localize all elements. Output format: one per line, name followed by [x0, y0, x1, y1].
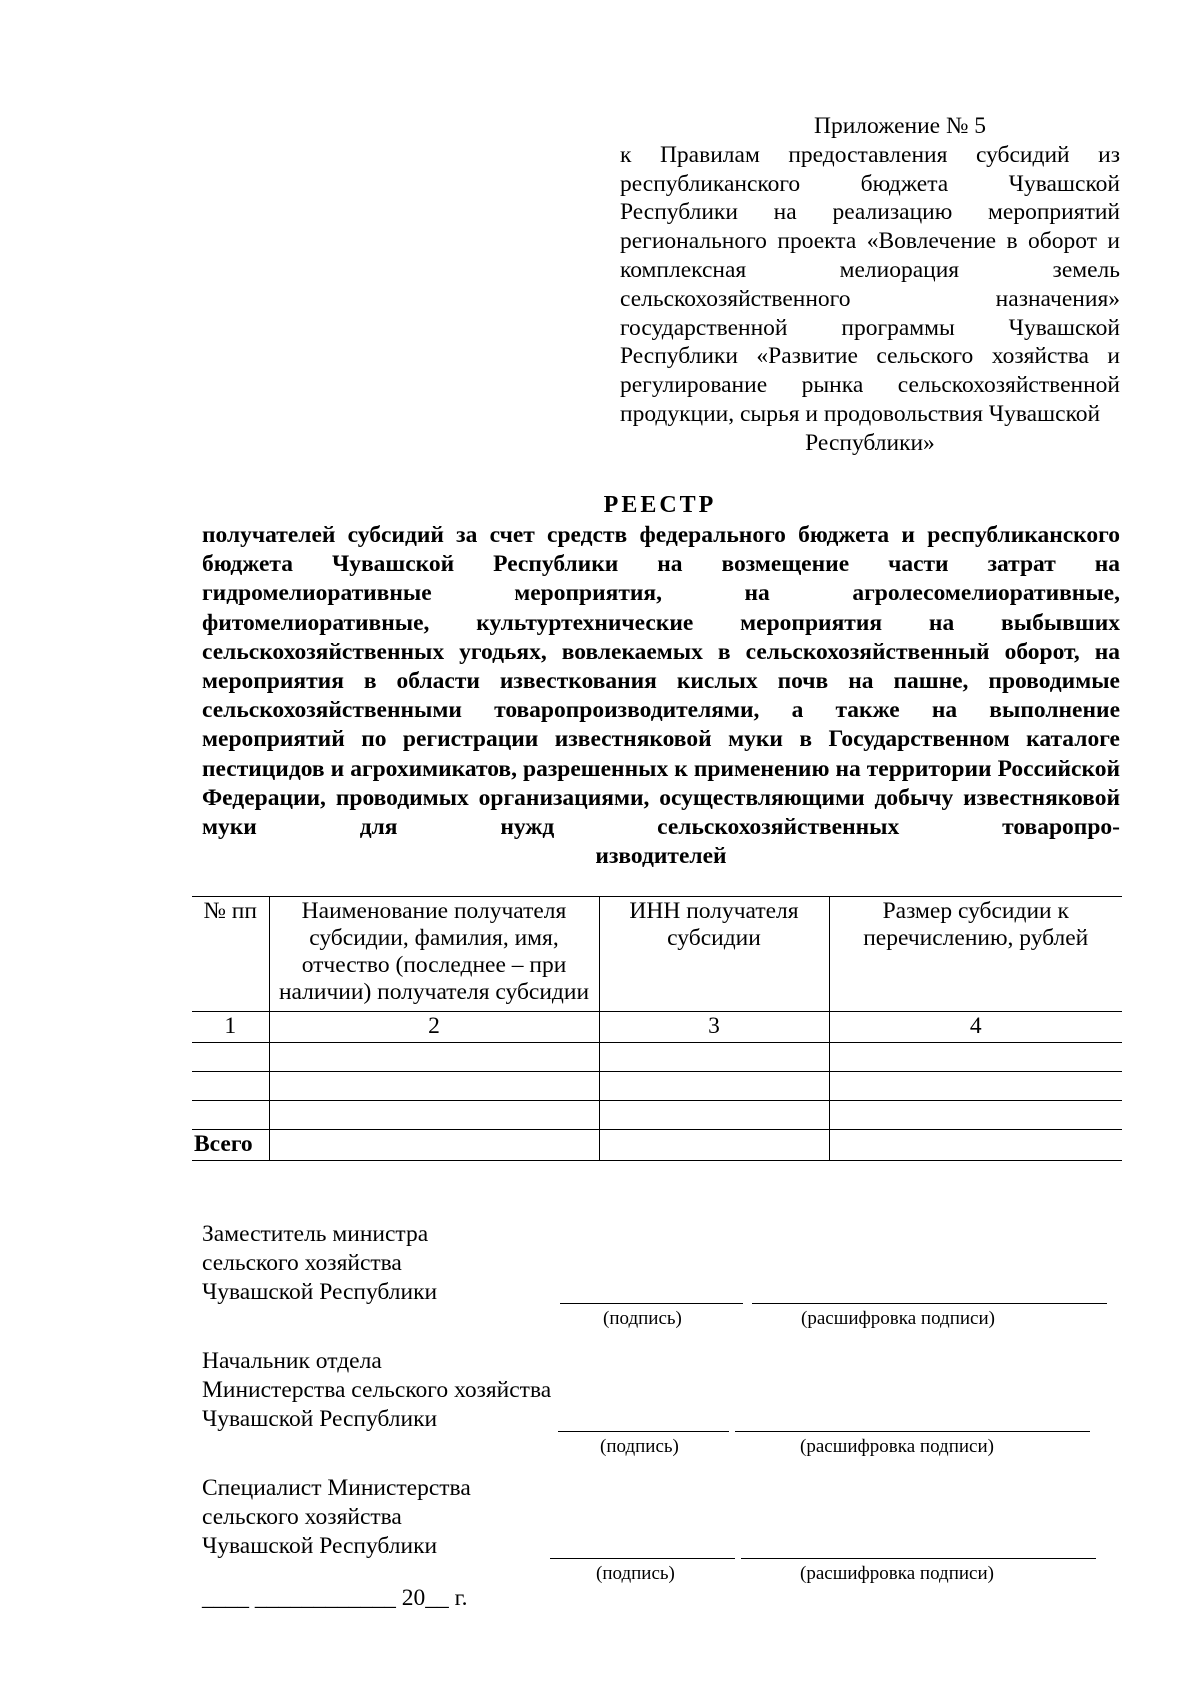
- header-number: № пп: [192, 897, 269, 1012]
- signature-title-line1: Заместитель министра: [202, 1221, 429, 1247]
- appendix-number: Приложение № 5: [813, 113, 987, 139]
- column-number-4: 4: [829, 1012, 1122, 1043]
- table-header-row: [192, 897, 1122, 1012]
- appendix-text: к Правилам предоставления субсидий из республиканского бюджета Чувашской Республики на реализацию мероприятий регионального проекта «Вовлечение в оборот и комплексная мелиорация земель сельскохозяйственного назначения» государственной программы Чувашской Республики «Развитие сельского хозяйства и регулирование рынка сельскохозяйственной продукции, сырья и продовольствия Чувашской: [620, 141, 1120, 427]
- registry-table: [192, 896, 1122, 1161]
- table-cell: [829, 1130, 1122, 1161]
- table-cell: [269, 1072, 599, 1101]
- appendix-text-last: Республики»: [805, 429, 935, 456]
- signature-caption: (подпись): [600, 1436, 679, 1457]
- signature-block-deputy-minister: [202, 1220, 437, 1307]
- signature-title-line1: Начальник отдела: [202, 1348, 382, 1374]
- subtitle-text: получателей субсидий за счет средств федерального бюджета и республиканского бюджета Чувашской Республики на возмещение части затрат на гидромелиоративные мероприятия, на агролесомелиоративные, фитомелиоративные, культуртехнические мероприятия на выбывших сельскохозяйственных угодьях, вовлекаемых в сельскохозяйственный оборот, на мероприятия в области известкования кислых почв на пашне, проводимые сельскохозяйственными товаропроизводителями, а также на выполнение мероприятий по регистрации известняковой муки в Государственном каталоге пестицидов и агрохимикатов, разрешенных к применению на территории Российской Федерации, проводимых организациями, осуществляющими добычу известняковой муки для нужд сельскохозяйственных товаропро-: [202, 522, 1120, 841]
- signature-decode-line: [741, 1558, 1096, 1559]
- signature-title-line3: Чувашской Республики: [202, 1406, 438, 1432]
- signature-title-line2: сельского хозяйства: [202, 1250, 402, 1276]
- table-row: [192, 1043, 1122, 1072]
- table-total-row: [192, 1130, 1122, 1161]
- document-title: РЕЕСТР: [603, 492, 717, 518]
- table-column-numbers-row: [192, 1012, 1122, 1043]
- signature-title-line1: Специалист Министерства: [202, 1475, 471, 1501]
- table-cell: [829, 1043, 1122, 1072]
- signature-title-line2: сельского хозяйства: [202, 1504, 402, 1530]
- document-subtitle: [202, 521, 1120, 871]
- signature-title-line3: Чувашской Республики: [202, 1279, 438, 1305]
- header-subsidy-amount: Размер субсидии к перечислению, рублей: [829, 897, 1122, 1012]
- header-recipient-name: Наименование получателя субсидии, фамилия, имя, отчество (последнее – при наличии) получателя субсидии: [269, 897, 599, 1012]
- signature-title-line2: Министерства сельского хозяйства: [202, 1377, 552, 1403]
- table-cell: [192, 1072, 269, 1101]
- date-line: ____ ____________ 20__ г.: [202, 1585, 468, 1611]
- table-row: [192, 1101, 1122, 1130]
- table-cell: [269, 1130, 599, 1161]
- table-cell: [269, 1043, 599, 1072]
- column-number-3: 3: [599, 1012, 829, 1043]
- table-cell: [829, 1101, 1122, 1130]
- signature-caption: (подпись): [603, 1308, 682, 1329]
- subtitle-last: изводителей: [595, 843, 727, 870]
- header-inn: ИНН получателя субсидии: [599, 897, 829, 1012]
- signature-decode-line: [752, 1303, 1107, 1304]
- signature-line: [558, 1431, 729, 1432]
- decode-caption: (расшифровка подписи): [800, 1436, 994, 1457]
- signature-block-department-head: [202, 1347, 551, 1434]
- table-cell: [829, 1072, 1122, 1101]
- table-cell: [269, 1101, 599, 1130]
- table-row: [192, 1072, 1122, 1101]
- signature-line: [560, 1303, 743, 1304]
- column-number-2: 2: [269, 1012, 599, 1043]
- decode-caption: (расшифровка подписи): [801, 1308, 995, 1329]
- signature-block-specialist: [202, 1474, 471, 1561]
- total-label: Всего: [192, 1130, 269, 1161]
- table-cell: [192, 1043, 269, 1072]
- table-cell: [599, 1130, 829, 1161]
- signature-title-line3: Чувашской Республики: [202, 1533, 438, 1559]
- decode-caption: (расшифровка подписи): [800, 1563, 994, 1584]
- signature-decode-line: [735, 1431, 1090, 1432]
- table-cell: [599, 1072, 829, 1101]
- table-cell: [192, 1101, 269, 1130]
- table-cell: [599, 1043, 829, 1072]
- table-cell: [599, 1101, 829, 1130]
- signature-caption: (подпись): [596, 1563, 675, 1584]
- column-number-1: 1: [192, 1012, 269, 1043]
- appendix-header: [620, 112, 1120, 458]
- signature-line: [550, 1558, 735, 1559]
